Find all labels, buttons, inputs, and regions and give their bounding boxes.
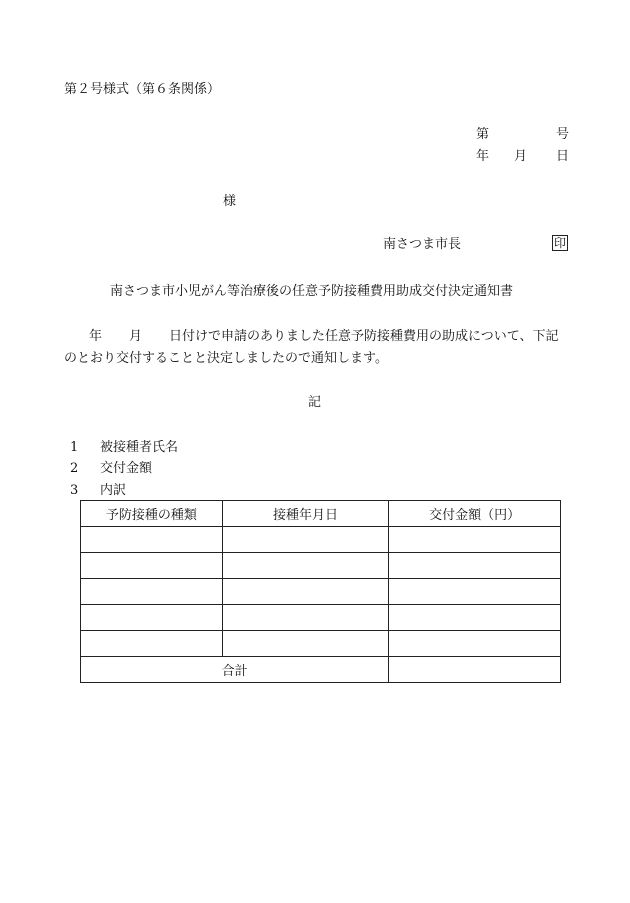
item-recipient-name — [70, 441, 178, 454]
table-cell — [81, 579, 223, 605]
body-line-1 — [64, 330, 559, 343]
reference-number-prefix: 第 — [476, 127, 490, 142]
table-header-row — [81, 501, 561, 527]
table-cell — [222, 579, 389, 605]
table-cell — [389, 605, 561, 631]
total-value — [389, 657, 561, 683]
item-label: 内訳 — [100, 483, 127, 498]
item-number: 3 — [70, 483, 79, 498]
table-cell — [389, 579, 561, 605]
item-grant-amount — [70, 462, 152, 475]
table-cell — [81, 527, 223, 553]
table-cell — [222, 553, 389, 579]
ki-heading: 記 — [308, 395, 322, 410]
header-vaccine-type: 予防接種の種類 — [81, 501, 223, 527]
table-cell — [389, 553, 561, 579]
body-month: 月 — [129, 329, 143, 344]
item-label: 交付金額 — [100, 461, 153, 476]
table-cell — [222, 527, 389, 553]
header-vaccination-date: 接種年月日 — [222, 501, 389, 527]
item-number: 1 — [70, 440, 79, 455]
table-cell — [389, 631, 561, 657]
table-row — [81, 553, 561, 579]
item-number: 2 — [70, 461, 79, 476]
table-cell — [222, 605, 389, 631]
body-year: 年 — [89, 329, 103, 344]
date-day: 日 — [556, 149, 570, 164]
date-year: 年 — [476, 149, 490, 164]
table-cell — [222, 631, 389, 657]
breakdown-table — [80, 500, 561, 683]
seal-mark: 印 — [554, 236, 567, 250]
form-number: 第２号様式（第６条関係） — [64, 82, 221, 97]
addressee-suffix: 様 — [223, 194, 237, 209]
item-breakdown — [70, 484, 126, 497]
table-row — [81, 579, 561, 605]
reference-number-suffix: 号 — [556, 127, 570, 142]
table-cell — [389, 527, 561, 553]
body-line1-text: 日付けで申請のありました任意予防接種費用の助成について、下記 — [169, 329, 559, 344]
body-line-2: のとおり交付することと決定しましたので通知します。 — [64, 351, 388, 366]
document-title: 南さつま市小児がん等治療後の任意予防接種費用助成交付決定通知書 — [110, 284, 514, 299]
total-label: 合計 — [81, 657, 389, 683]
table-cell — [81, 631, 223, 657]
header-grant-amount: 交付金額（円） — [389, 501, 561, 527]
table-row — [81, 527, 561, 553]
table-cell — [81, 553, 223, 579]
table-cell — [81, 605, 223, 631]
table-row — [81, 631, 561, 657]
item-label: 被接種者氏名 — [100, 440, 179, 455]
table-row — [81, 605, 561, 631]
issuer-name: 南さつま市長 — [383, 237, 462, 252]
table-total-row — [81, 657, 561, 683]
date-month: 月 — [514, 149, 528, 164]
